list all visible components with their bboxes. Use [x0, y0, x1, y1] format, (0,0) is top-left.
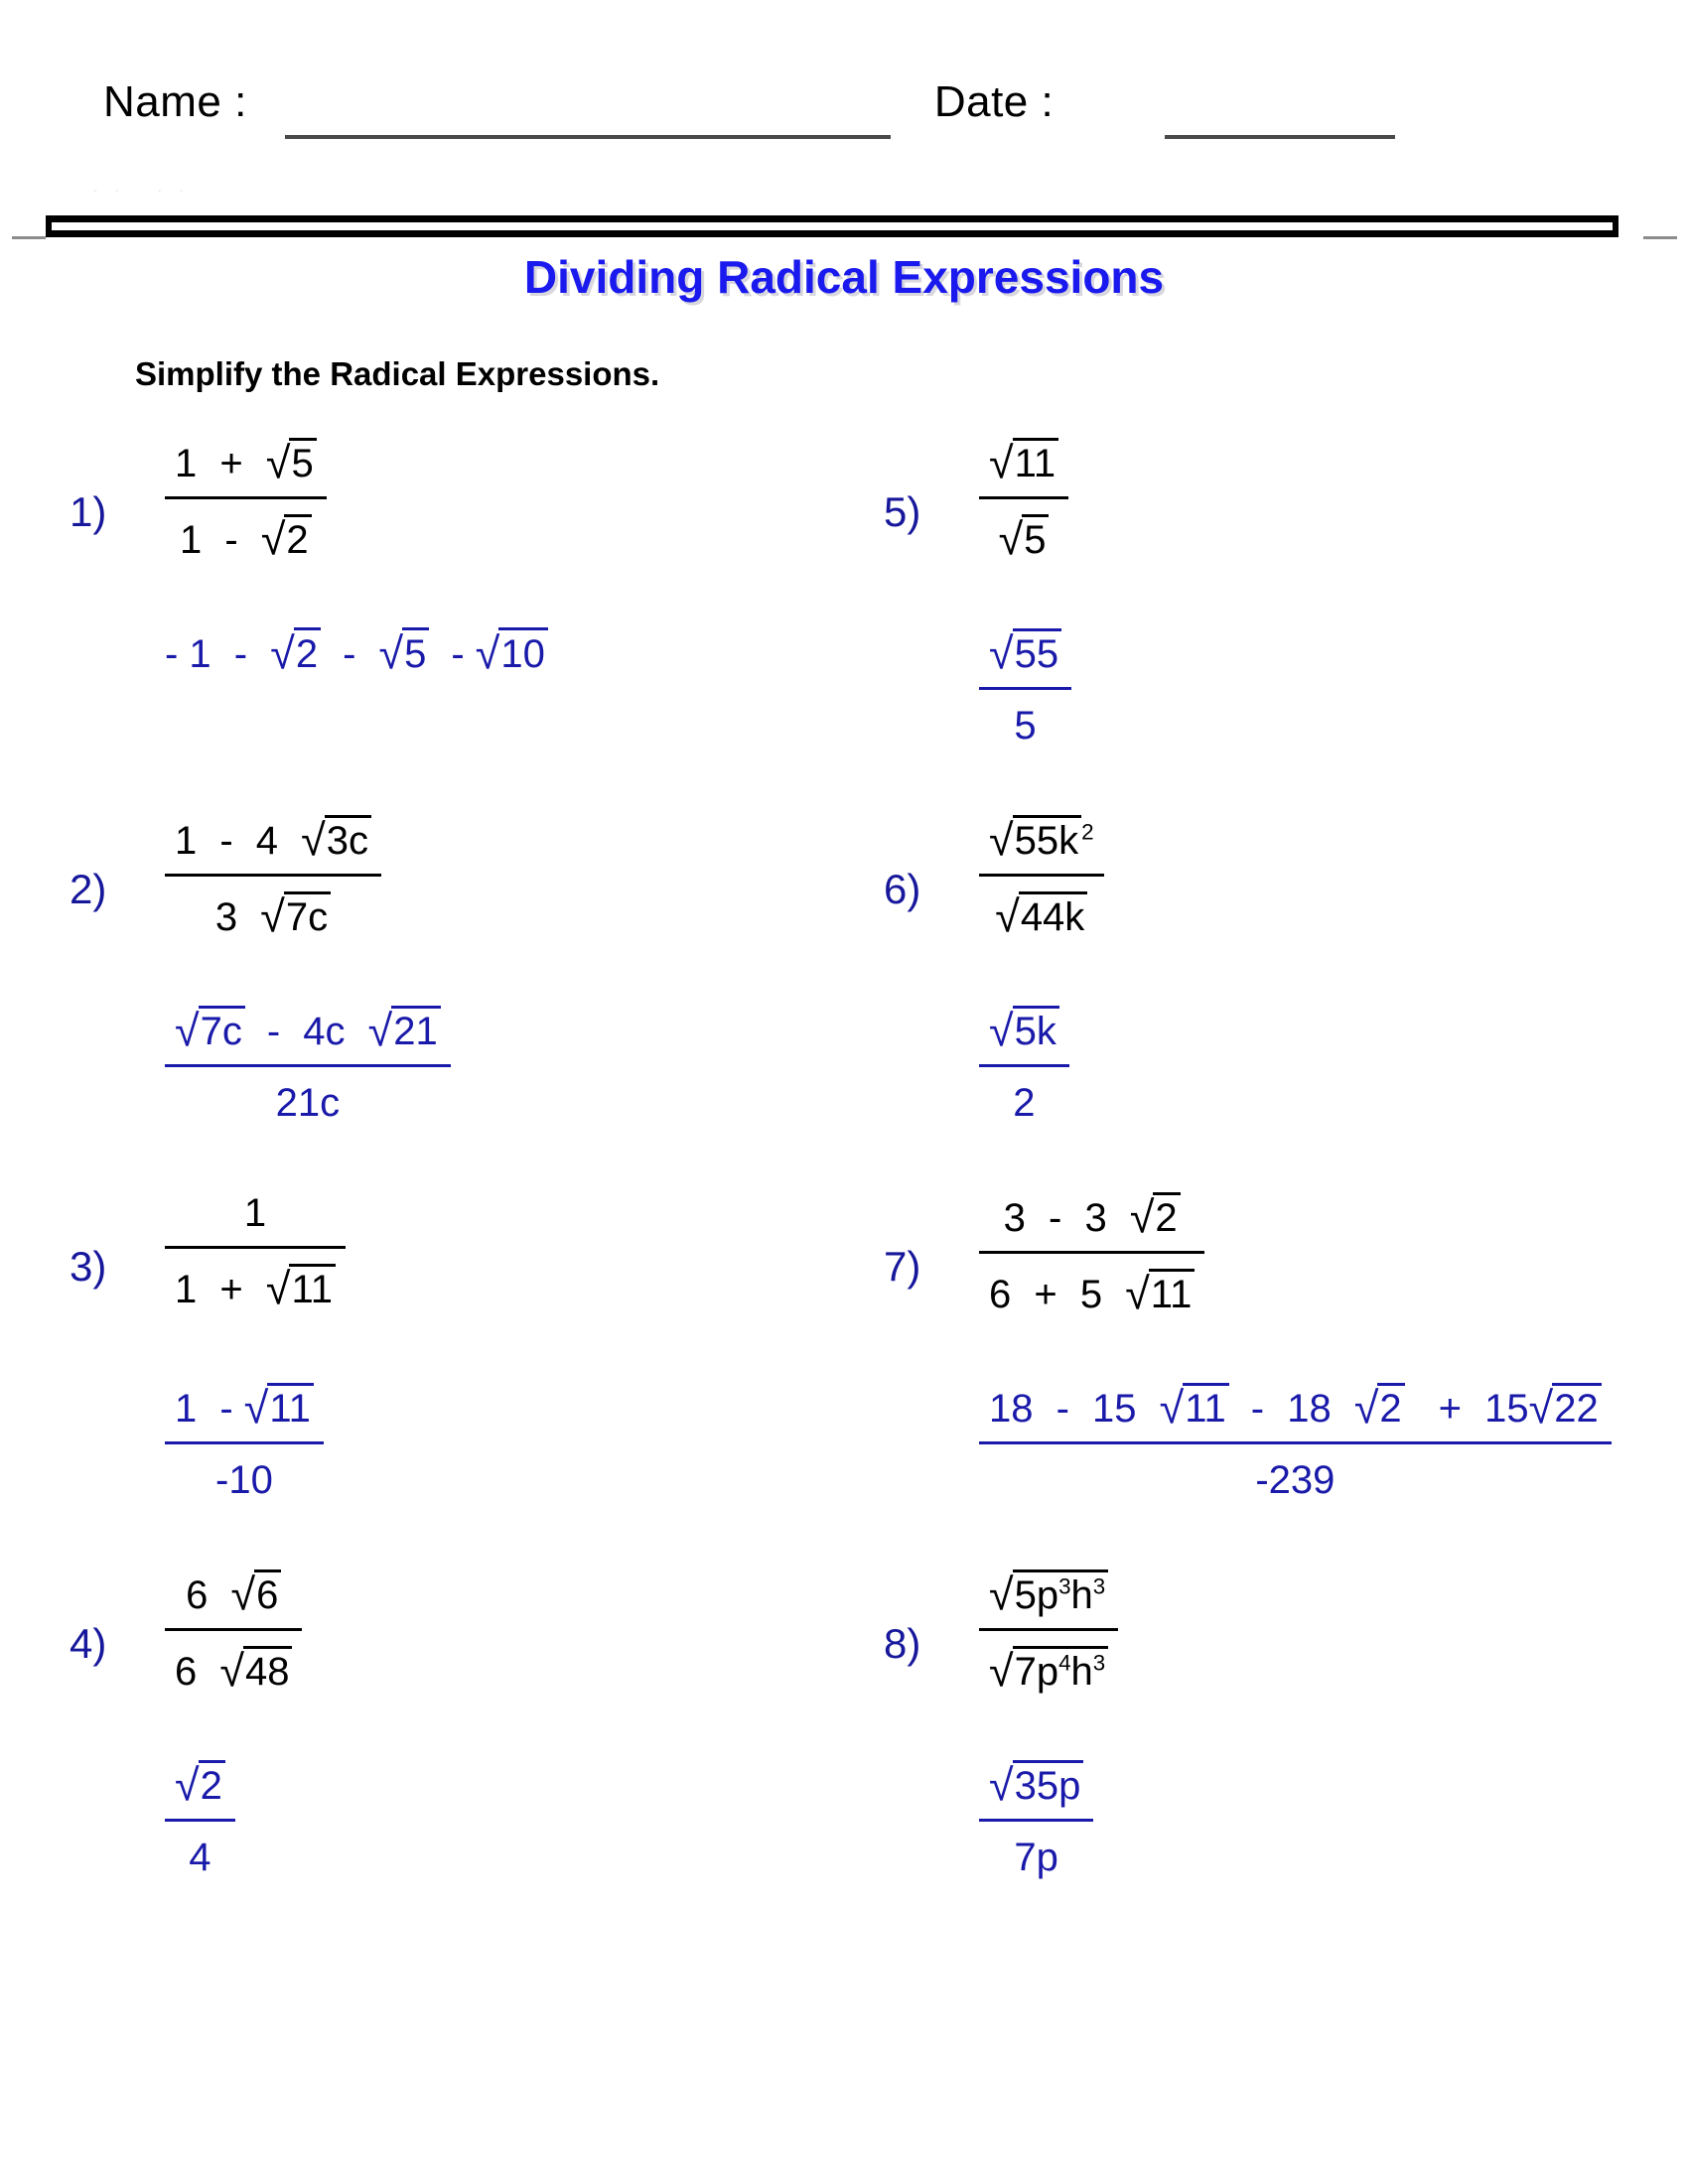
fraction-denominator: 1 - √2	[165, 509, 327, 563]
divider-bar	[46, 215, 1618, 237]
problem-question	[165, 437, 327, 563]
fraction-bar	[165, 874, 381, 877]
problem-number: 3)	[70, 1243, 107, 1290]
fraction-numerator: √55	[979, 627, 1071, 679]
fraction-bar	[165, 496, 327, 499]
answer-fraction	[165, 1759, 235, 1880]
fraction-numerator: 18 - 15 √11 - 18 √2 + 15√22	[979, 1382, 1612, 1433]
fraction-denominator: 6 √48	[165, 1641, 302, 1695]
answer-fraction	[979, 1759, 1093, 1880]
problem-number: 1)	[70, 488, 107, 535]
question-fraction	[979, 1191, 1204, 1317]
problem-3	[70, 1191, 864, 1569]
question-fraction	[979, 437, 1068, 563]
date-write-line[interactable]	[1165, 135, 1395, 139]
fraction-bar	[979, 1441, 1612, 1444]
problem-number: 4)	[70, 1620, 107, 1667]
answer-fraction	[165, 1382, 324, 1503]
problem-question	[979, 1569, 1118, 1695]
fraction-denominator: √44k	[979, 887, 1104, 940]
question-fraction	[979, 1569, 1118, 1695]
fraction-bar	[979, 1819, 1093, 1822]
fraction-bar	[979, 687, 1071, 690]
question-fraction	[165, 437, 327, 563]
fraction-numerator: √2	[165, 1759, 235, 1811]
problem-number: 6)	[884, 866, 921, 912]
answer-fraction	[979, 1382, 1612, 1503]
fraction-denominator: 21c	[275, 1081, 341, 1126]
problem-4	[70, 1569, 864, 1946]
problem-8	[884, 1569, 1678, 1946]
header-divider	[0, 210, 1688, 242]
problem-6	[884, 814, 1678, 1191]
problem-number: 8)	[884, 1620, 921, 1667]
name-label: Name :	[103, 77, 247, 126]
fraction-denominator: 7p	[1014, 1836, 1058, 1880]
problem-answer	[165, 1759, 235, 1880]
answer-expression: - 1 - √2 - √5 - √10	[165, 627, 548, 679]
fraction-bar	[165, 1819, 235, 1822]
fraction-numerator: √35p	[979, 1759, 1093, 1811]
fraction-denominator: 3 √7c	[165, 887, 381, 940]
fraction-denominator: -10	[215, 1458, 273, 1503]
fraction-numerator: $√5p^3h^3$	[979, 1569, 1118, 1620]
problem-number: 7)	[884, 1243, 921, 1290]
problem-answer	[165, 1005, 451, 1126]
instruction-text: Simplify the Radical Expressions.	[135, 355, 660, 392]
problem-5	[884, 437, 1678, 814]
fraction-bar	[979, 874, 1104, 877]
fraction-bar	[165, 1628, 302, 1631]
fraction-numerator: 3 - 3 √2	[979, 1191, 1204, 1243]
fraction-numerator: √7c - 4c √21	[165, 1005, 451, 1056]
fraction-denominator: 6 + 5 √11	[979, 1264, 1204, 1317]
fraction-numerator: 1 + √5	[165, 437, 327, 488]
fraction-bar	[165, 1064, 451, 1067]
divider-bar-inner	[46, 222, 1618, 230]
problem-answer	[979, 627, 1071, 749]
problem-1	[70, 437, 864, 814]
date-label: Date :	[933, 77, 1055, 126]
fraction-bar	[979, 1628, 1118, 1631]
problem-sheet	[0, 437, 1688, 1946]
divider-tick-left	[12, 236, 46, 239]
problem-row	[0, 1569, 1688, 1946]
question-fraction	[979, 814, 1104, 940]
page-title: Dividing Radical Expressions	[523, 251, 1165, 303]
divider-tick-right	[1643, 236, 1677, 239]
fraction-numerator: √5k	[979, 1005, 1069, 1056]
problem-question	[165, 1569, 302, 1695]
fraction-bar	[165, 1246, 346, 1249]
answer-fraction	[165, 1005, 451, 1126]
answer-fraction	[979, 1005, 1069, 1126]
answer-fraction	[979, 627, 1071, 749]
problem-answer	[165, 1382, 324, 1503]
fraction-numerator: 1	[243, 1191, 267, 1235]
problem-row	[0, 1191, 1688, 1569]
problem-row	[0, 437, 1688, 814]
problem-answer	[165, 627, 548, 679]
question-fraction	[165, 1569, 302, 1695]
fraction-denominator: 4	[189, 1836, 211, 1880]
fraction-denominator: 1 + √11	[165, 1259, 346, 1312]
fraction-denominator: 5	[1014, 704, 1037, 749]
problem-answer	[979, 1759, 1093, 1880]
fraction-denominator: √5	[979, 509, 1068, 563]
fraction-numerator: √11	[979, 437, 1068, 488]
problem-number: 2)	[70, 866, 107, 912]
problem-question	[979, 1191, 1204, 1317]
fraction-denominator: -239	[1255, 1458, 1336, 1503]
problem-2	[70, 814, 864, 1191]
fraction-bar	[979, 496, 1068, 499]
fraction-numerator: 6 √6	[165, 1569, 302, 1620]
problem-number: 5)	[884, 488, 921, 535]
problem-question	[165, 814, 381, 940]
fraction-denominator: $√7p^4h^3$	[979, 1641, 1118, 1695]
problem-answer	[979, 1382, 1612, 1503]
problem-question	[979, 437, 1068, 563]
fraction-numerator: √55k $^2$	[989, 815, 1094, 866]
problem-question	[165, 1191, 346, 1312]
scan-artifact: ·· ··	[91, 177, 200, 204]
problem-question	[979, 814, 1104, 940]
problem-answer	[979, 1005, 1069, 1126]
problem-7	[884, 1191, 1678, 1569]
fraction-numerator: 1 - √11	[165, 1382, 324, 1433]
fraction-bar	[979, 1251, 1204, 1254]
fraction-bar	[979, 1064, 1069, 1067]
fraction-bar	[165, 1441, 324, 1444]
problem-row	[0, 814, 1688, 1191]
worksheet-header	[0, 77, 1688, 147]
question-fraction	[165, 814, 381, 940]
name-write-line[interactable]	[285, 135, 891, 139]
fraction-numerator: 1 - 4 √3c	[165, 814, 381, 866]
question-fraction	[165, 1191, 346, 1312]
fraction-denominator: 2	[1013, 1081, 1036, 1126]
